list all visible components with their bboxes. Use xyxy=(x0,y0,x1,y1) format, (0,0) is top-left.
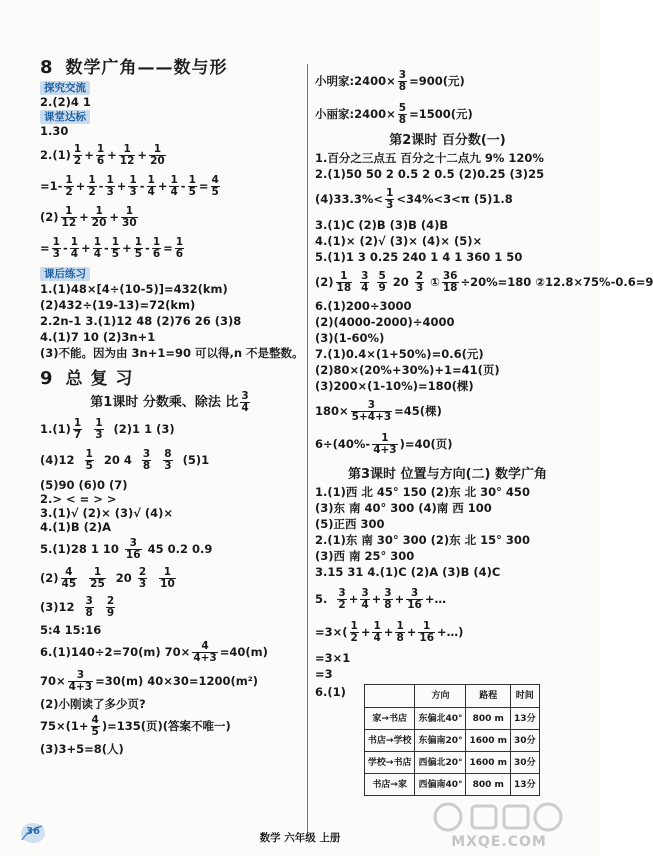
answer-text: (2) xyxy=(40,210,59,224)
fraction: $\frac{3}{16}$ xyxy=(125,537,141,561)
answer-line: (2) $\frac{1}{12}$ + $\frac{1}{20}$ + $\frac{1}{30}$ xyxy=(40,205,137,229)
fraction: $\frac{1}{25}$ xyxy=(90,566,105,590)
fraction: $\frac{1}{8}$ xyxy=(396,620,404,644)
left-column xyxy=(40,56,302,756)
answer-line: 180× $\frac{3}{5+4+3}$ =45(棵) xyxy=(315,399,442,423)
answer-text: 2.(1) xyxy=(40,148,71,162)
fraction: $\frac{1}{2}$ xyxy=(73,143,82,167)
answer-line: 3.(1)√ (2)× (3)√ (4)× xyxy=(40,506,174,520)
section-8-title: 数学广角——数与形 xyxy=(65,58,228,78)
lesson-2-heading: 第2课时 百分数(一) xyxy=(389,133,506,148)
table-row xyxy=(364,752,539,774)
fraction: $\frac{1}{4}$ xyxy=(93,236,101,260)
answer-line: 3.15 31 4.(1)C (2)A (3)B (4)C xyxy=(315,565,501,579)
table-cell: 13分 xyxy=(511,774,540,796)
fraction: $\frac{1}{3}$ xyxy=(386,187,394,211)
tag-classroom: 课堂达标 xyxy=(40,110,90,124)
answer-line: (2)432÷(19-13)=72(km) xyxy=(40,298,196,312)
fraction: $\frac{1}{3}$ xyxy=(106,174,114,198)
answer-line: 6÷(40%- $\frac{1}{4+3}$ )=40(页) xyxy=(315,432,453,456)
answer-line: 1.(1)48×[4÷(10-5)]=432(km) xyxy=(40,282,228,296)
lesson-3-heading: 第3课时 位置与方向(二) 数学广角 xyxy=(348,467,547,482)
fraction: $\frac{1}{6}$ xyxy=(175,236,184,260)
table-cell: 书店→学校 xyxy=(364,730,415,752)
table-cell: 东偏北40° xyxy=(415,708,466,730)
table-header: 时间 xyxy=(511,685,540,708)
answer-line: (4)33.3%< $\frac{1}{3}$ <34%<3<π (5)1.8 xyxy=(315,187,513,211)
answer-line: (3)西 南 25° 300 xyxy=(315,549,415,563)
answer-line: 1.(1) $\frac{1}{7}$ $\frac{1}{3}$ (2)1 1 (3) xyxy=(40,417,175,441)
answer-line: 2.> < = > > xyxy=(40,492,117,506)
fraction: $\frac{4}{5}$ xyxy=(211,174,219,198)
fraction: $\frac{3}{8}$ xyxy=(142,448,151,472)
answer-line: 小丽家:2400× $\frac{5}{8}$ =1500(元) xyxy=(315,102,473,126)
answer-line: 5.(1)28 1 10 $\frac{3}{16}$ 45 0.2 0.9 xyxy=(40,537,213,561)
fraction: $\frac{3}{2}$ xyxy=(338,587,346,611)
answer-text: = xyxy=(40,241,50,255)
fraction: $\frac{1}{4+3}$ xyxy=(373,432,397,456)
answer-line: 6.(1)200÷3000 xyxy=(315,299,412,313)
fraction: $\frac{3}{8}$ xyxy=(384,587,392,611)
fraction: $\frac{4}{4+3}$ xyxy=(193,640,217,664)
answer-line: 70× $\frac{3}{4+3}$ =30(m) 40×30=1200(m²) xyxy=(40,669,259,693)
answer-line: 4.(1)7 10 (2)3n+1 xyxy=(40,330,156,344)
fraction: $\frac{1}{20}$ xyxy=(91,205,107,229)
answer-line: (2)小刚读了多少页? xyxy=(40,697,146,711)
answer-line: (3)(1-60%) xyxy=(315,331,385,345)
fraction: $\frac{1}{2}$ xyxy=(88,174,96,198)
fraction: $\frac{1}{12}$ xyxy=(119,143,135,167)
table-cell: 学校→书店 xyxy=(364,752,415,774)
fraction: $\frac{1}{5}$ xyxy=(134,236,143,260)
table-cell: 800 m xyxy=(466,774,511,796)
answer-line: 7.(1)0.4×(1+50%)=0.6(元) xyxy=(315,347,484,361)
answer-line: 2.(1)50 50 2 0.5 2 0.5 (2)0.25 (3)25 xyxy=(315,167,545,181)
table-cell: 书店→家 xyxy=(364,774,415,796)
fraction: $\frac{3}{8}$ xyxy=(85,595,93,619)
answer-line: (3)200×(1-10%)=180(棵) xyxy=(315,379,474,393)
answer-line: 2.(1) $\frac{1}{2}$ + $\frac{1}{6}$ + $\frac{1}{12}$ + $\frac{1}{20}$ xyxy=(40,143,165,167)
fraction: $\frac{3}{4}$ xyxy=(241,390,249,414)
answer-line: 5. $\frac{3}{2}$ + $\frac{3}{4}$ + $\frac{3}{8}$ + $\frac{3}{16}$ +… xyxy=(315,587,447,611)
fraction: $\frac{1}{4}$ xyxy=(373,620,381,644)
watermark-logo-icon xyxy=(424,800,574,834)
answer-line: (3)东 南 40° 300 (4)南 西 100 xyxy=(315,501,492,515)
answer-line: 小明家:2400× $\frac{3}{8}$ =900(元) xyxy=(315,69,465,93)
page-number: 36 xyxy=(26,826,40,837)
answer-line: (2)(4000-2000)÷4000 xyxy=(315,315,455,329)
fraction: $\frac{1}{3}$ xyxy=(52,236,60,260)
fraction: $\frac{1}{4}$ xyxy=(170,174,178,198)
fraction: $\frac{5}{9}$ xyxy=(378,270,386,294)
table-header: 路程 xyxy=(466,685,511,708)
answer-line: 75×(1+ $\frac{4}{5}$ )=135(页)(答案不唯一) xyxy=(40,714,231,738)
answer-line: 5.(1)1 3 0.25 240 1 4 1 360 1 50 xyxy=(315,250,523,264)
fraction: $\frac{1}{10}$ xyxy=(160,566,175,590)
answer-line: 6.(1) 方向 路程 时间 家→书店 东偏北40° 800 m 13分 书店→学校 东偏南20° 1600 m 30分 学校→书店 西偏北20° 1600 m 30分 书店→家 西偏南40° 800 m 13分 xyxy=(315,684,580,796)
section-9-number: 9 xyxy=(40,368,54,389)
answer-line: 1.(1)西 北 45° 150 (2)东 北 30° 450 xyxy=(315,485,530,499)
answer-line: 2.2n-1 3.(1)12 48 (2)76 26 (3)8 xyxy=(40,314,242,328)
answer-line: (2) $\frac{4}{45}$ $\frac{1}{25}$ 20 $\frac{2}{3}$ $\frac{1}{10}$ xyxy=(40,566,175,590)
fraction: $\frac{1}{18}$ xyxy=(336,270,352,294)
answer-line: (5)90 (6)0 (7) xyxy=(40,478,128,492)
fraction: $\frac{3}{5+4+3}$ xyxy=(351,399,392,423)
fraction: $\frac{8}{3}$ xyxy=(164,448,172,472)
table-cell: 30分 xyxy=(511,752,540,774)
table-cell: 800 m xyxy=(466,708,511,730)
answer-line: (4)12 $\frac{1}{5}$ 20 4 $\frac{3}{8}$ $\frac{8}{3}$ (5)1 xyxy=(40,448,210,472)
fraction: $\frac{2}{3}$ xyxy=(138,566,147,590)
table-cell: 1600 m xyxy=(466,752,511,774)
fraction: $\frac{2}{9}$ xyxy=(106,595,115,619)
fraction: $\frac{1}{12}$ xyxy=(61,205,77,229)
answer-line: (3)不能。因为由 3n+1=90 可以得,n 不是整数。 xyxy=(40,346,304,360)
right-column xyxy=(315,56,653,796)
fraction: $\frac{1}{6}$ xyxy=(152,236,161,260)
answer-line: = $\frac{1}{3}$ - $\frac{1}{4}$ + $\frac{1}{4}$ - $\frac{1}{5}$ + $\frac{1}{5}$ - $\frac{1}{6}$ = $\frac{1}{6}$ xyxy=(40,236,184,260)
answer-line: =3 xyxy=(315,667,333,681)
fraction: $\frac{1}{30}$ xyxy=(122,205,137,229)
tag-homework: 课后练习 xyxy=(40,267,90,281)
fraction: $\frac{1}{16}$ xyxy=(419,620,435,644)
answer-line: 2.(1)东 南 30° 300 (2)东 北 15° 300 xyxy=(315,533,530,547)
table-row xyxy=(364,774,539,796)
answer-line: (2)80×(20%+30%)+1=41(页) xyxy=(315,363,500,377)
lesson-1-heading: 第1课时 分数乘、除法 比 $\frac{3}{4}$ xyxy=(90,390,249,414)
fraction: $\frac{3}{4+3}$ xyxy=(68,669,93,693)
fraction: $\frac{1}{6}$ xyxy=(96,143,105,167)
answer-line: 4.(1)× (2)√ (3)× (4)× (5)× xyxy=(315,234,483,248)
route-table xyxy=(364,684,540,796)
answer-line: =3×( $\frac{1}{2}$ + $\frac{1}{4}$ + $\frac{1}{8}$ + $\frac{1}{16}$ +…) xyxy=(315,620,464,644)
fraction: $\frac{1}{3}$ xyxy=(95,417,103,441)
tag-explore: 探究交流 xyxy=(40,81,90,95)
fraction: $\frac{1}{3}$ xyxy=(129,174,137,198)
answer-line: =3×1 xyxy=(315,651,351,665)
answer-text: =1- xyxy=(40,179,63,193)
column-divider xyxy=(307,64,308,836)
table-row xyxy=(364,708,539,730)
fraction: $\frac{1}{5}$ xyxy=(111,236,120,260)
section-9-title: 总 复 习 xyxy=(65,369,134,389)
section-8-heading xyxy=(40,56,302,80)
table-header xyxy=(364,685,415,708)
answer-line: 1.30 xyxy=(40,124,69,138)
fraction: $\frac{36}{18}$ xyxy=(442,270,458,294)
fraction: $\frac{1}{4}$ xyxy=(147,174,155,198)
section-8-number: 8 xyxy=(40,57,54,78)
table-cell: 1600 m xyxy=(466,730,511,752)
answer-line: =1- $\frac{1}{2}$ + $\frac{1}{2}$ - $\frac{1}{3}$ + $\frac{1}{3}$ - $\frac{1}{4}$ + $\frac{1}{4}$ - $\frac{1}{5}$ = $\frac{4}{5}$ xyxy=(40,174,219,198)
watermark-url: MXQE.COM xyxy=(451,834,547,850)
fraction: $\frac{1}{5}$ xyxy=(85,448,93,472)
watermark xyxy=(424,800,574,852)
answer-line: 5:4 15:16 xyxy=(40,623,102,637)
page-footer: 数学 六年级 上册 xyxy=(259,832,341,844)
fraction: $\frac{3}{4}$ xyxy=(361,270,369,294)
fraction: $\frac{1}{2}$ xyxy=(350,620,358,644)
answer-line: 2.(2)4 1 xyxy=(40,95,91,109)
answer-line: (5)正西 300 xyxy=(315,517,385,531)
table-cell: 13分 xyxy=(511,708,540,730)
fraction: $\frac{2}{3}$ xyxy=(415,270,424,294)
table-cell: 30分 xyxy=(511,730,540,752)
table-row xyxy=(364,730,539,752)
fraction: $\frac{1}{2}$ xyxy=(65,174,73,198)
table-cell: 家→书店 xyxy=(364,708,415,730)
fraction: $\frac{1}{20}$ xyxy=(150,143,165,167)
fraction: $\frac{1}{7}$ xyxy=(73,417,82,441)
fraction: $\frac{3}{8}$ xyxy=(398,69,407,93)
fraction: $\frac{3}{16}$ xyxy=(407,587,422,611)
answer-line: 4.(1)B (2)A xyxy=(40,520,112,534)
section-9-heading xyxy=(40,367,302,391)
table-cell: 东偏南20° xyxy=(415,730,466,752)
table-cell: 西偏北20° xyxy=(415,752,466,774)
fraction: $\frac{5}{8}$ xyxy=(398,102,407,126)
answer-line: 6.(1)140÷2=70(m) 70× $\frac{4}{4+3}$ =40(m) xyxy=(40,640,268,664)
fraction: $\frac{3}{4}$ xyxy=(361,587,369,611)
answer-line: (3)3+5=8(人) xyxy=(40,742,124,756)
fraction: $\frac{1}{5}$ xyxy=(188,174,196,198)
answer-line: 1.百分之三点五 百分之十二点九 9% 120% xyxy=(315,151,544,165)
fraction: $\frac{4}{45}$ xyxy=(61,566,77,590)
fraction: $\frac{4}{5}$ xyxy=(91,714,99,738)
answer-line: 3.(1)C (2)B (3)B (4)B xyxy=(315,218,449,232)
answer-line: (3)12 $\frac{3}{8}$ $\frac{2}{9}$ xyxy=(40,595,115,619)
table-cell: 西偏南40° xyxy=(415,774,466,796)
fraction: $\frac{1}{4}$ xyxy=(70,236,79,260)
table-header: 方向 xyxy=(415,685,466,708)
table-header-row xyxy=(364,685,539,708)
answer-line: (2) $\frac{1}{18}$ $\frac{3}{4}$ $\frac{5}{9}$ 20 $\frac{2}{3}$ ① $\frac{36}{18}$ ÷20%=180 ②12.8×75%-0.6=9 xyxy=(315,270,653,294)
